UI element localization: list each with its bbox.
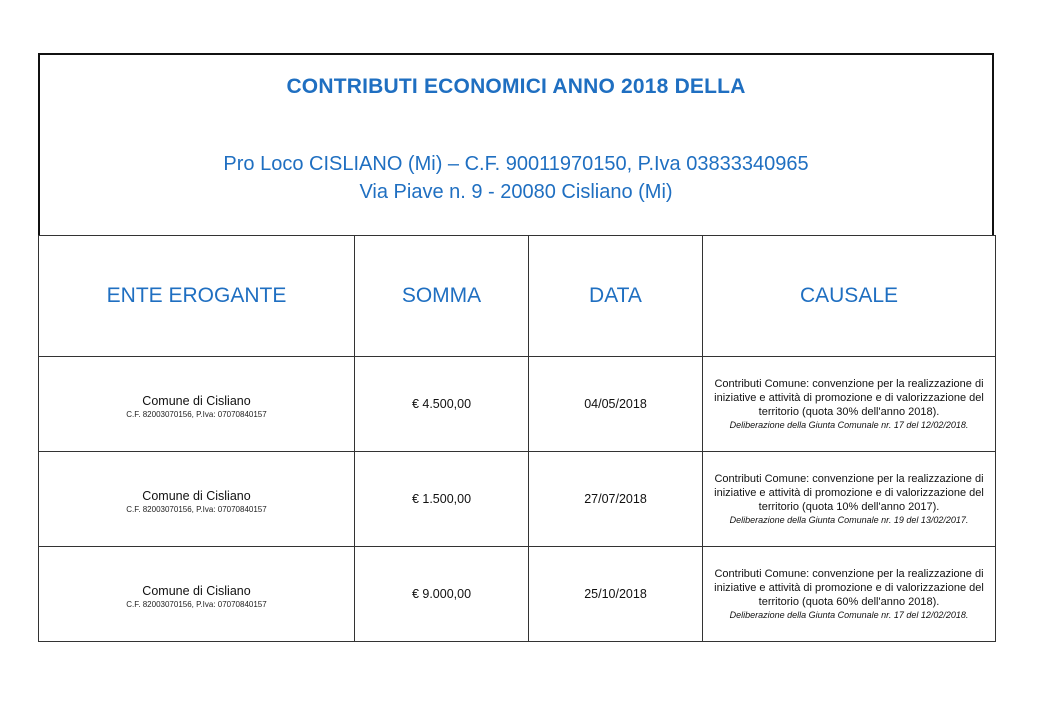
document-title: CONTRIBUTI ECONOMICI ANNO 2018 DELLA — [286, 75, 746, 98]
column-header-data: DATA — [529, 236, 703, 357]
data-cell: 04/05/2018 — [529, 357, 703, 452]
table-header-row — [39, 236, 996, 357]
ente-tax-ids: C.F. 82003070156, P.Iva: 07070840157 — [126, 409, 267, 419]
ente-name: Comune di Cisliano — [142, 393, 251, 408]
document-header — [38, 53, 994, 236]
column-header-causale: CAUSALE — [703, 236, 996, 357]
data-cell: 27/07/2018 — [529, 452, 703, 547]
delibera-reference: Deliberazione della Giunta Comunale nr. 19 del 13/02/2017. — [729, 515, 969, 525]
delibera-reference: Deliberazione della Giunta Comunale nr. 17 del 12/02/2018. — [729, 420, 969, 430]
somma-cell: € 4.500,00 — [355, 357, 529, 452]
ente-cell — [39, 547, 355, 642]
table-row — [39, 452, 996, 547]
causale-text: Contributi Comune: convenzione per la realizzazione di iniziative e attività di promozione e di valorizzazione del territorio (quota 60% dell'anno 2018). — [714, 568, 984, 608]
causale-cell — [703, 547, 996, 642]
ente-cell — [39, 357, 355, 452]
ente-tax-ids: C.F. 82003070156, P.Iva: 07070840157 — [126, 599, 267, 609]
somma-cell: € 1.500,00 — [355, 452, 529, 547]
table-row — [39, 547, 996, 642]
ente-cell — [39, 452, 355, 547]
organization-line-1: Pro Loco CISLIANO (Mi) – C.F. 90011970150, P.Iva 03833340965 — [223, 153, 809, 175]
somma-cell: € 9.000,00 — [355, 547, 529, 642]
ente-name: Comune di Cisliano — [142, 583, 251, 598]
causale-text: Contributi Comune: convenzione per la realizzazione di iniziative e attività di promozione e di valorizzazione del territorio (quota 30% dell'anno 2018). — [714, 378, 984, 418]
column-header-somma: SOMMA — [355, 236, 529, 357]
data-cell: 25/10/2018 — [529, 547, 703, 642]
causale-text: Contributi Comune: convenzione per la realizzazione di iniziative e attività di promozione e di valorizzazione del territorio (quota 10% dell'anno 2017). — [714, 473, 984, 513]
ente-tax-ids: C.F. 82003070156, P.Iva: 07070840157 — [126, 504, 267, 514]
causale-cell — [703, 357, 996, 452]
ente-name: Comune di Cisliano — [142, 488, 251, 503]
delibera-reference: Deliberazione della Giunta Comunale nr. 17 del 12/02/2018. — [729, 610, 969, 620]
causale-cell — [703, 452, 996, 547]
contributions-table — [38, 235, 996, 642]
table-row — [39, 357, 996, 452]
organization-address: Via Piave n. 9 - 20080 Cisliano (Mi) — [359, 181, 673, 203]
column-header-ente: ENTE EROGANTE — [39, 236, 355, 357]
